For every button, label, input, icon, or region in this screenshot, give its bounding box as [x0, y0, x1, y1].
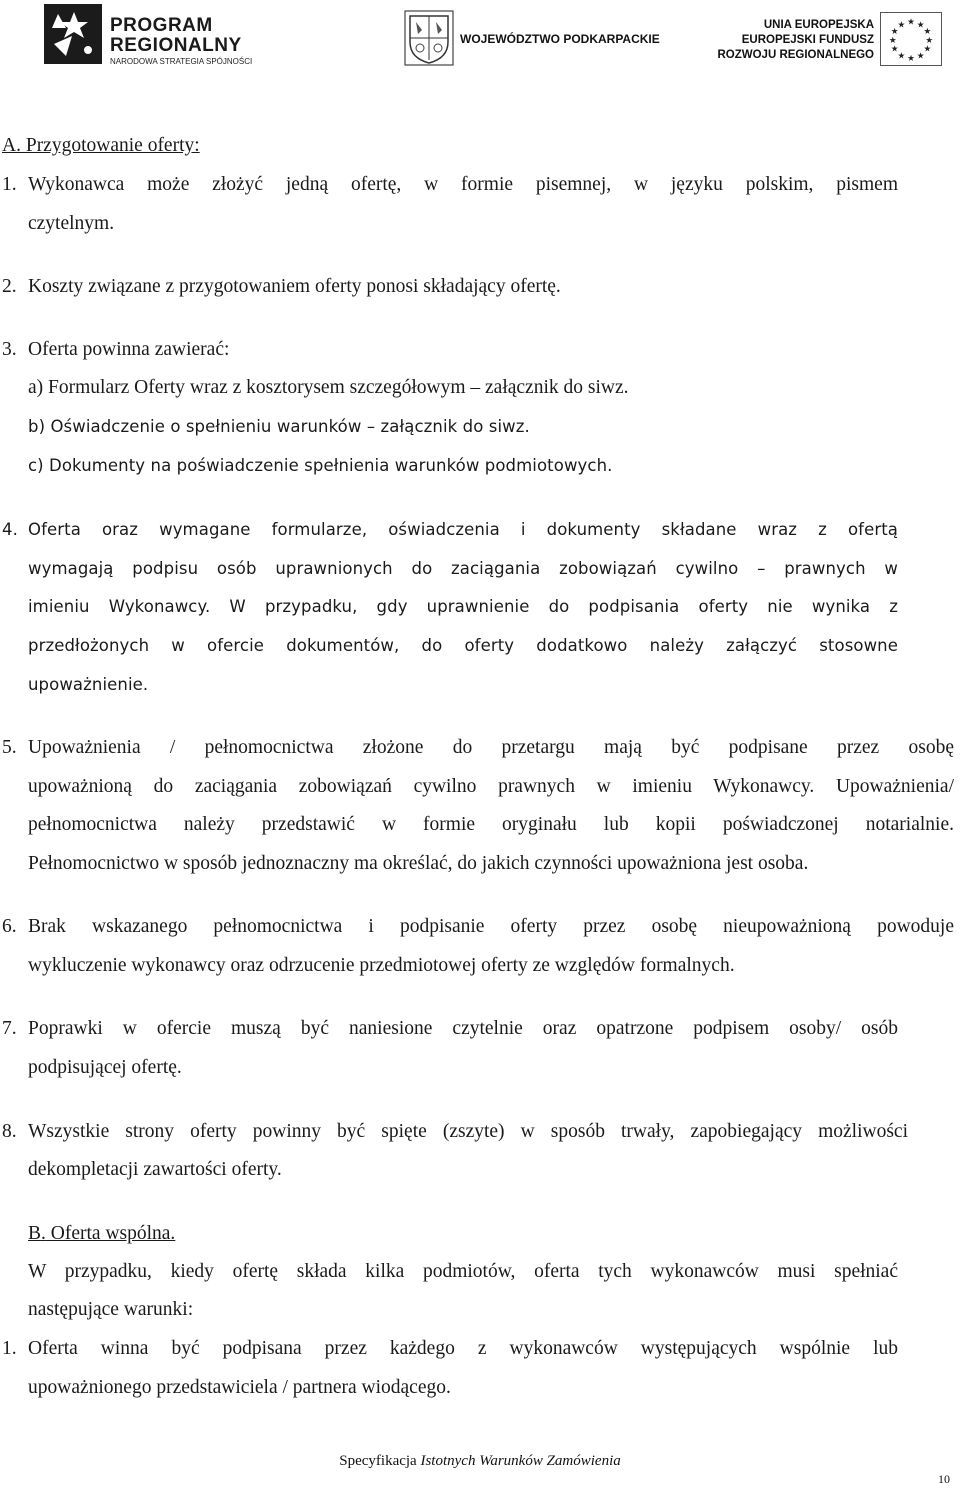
item-number-7: 7.	[2, 1018, 17, 1039]
region-name: WOJEWÓDZTWO PODKARPACKIE	[460, 32, 660, 46]
section-b-item-number-1: 1.	[2, 1338, 17, 1359]
item-5-line-4: Pełnomocnictwo w sposób jednoznaczny ma określać, do jakich czynności upoważniona jest osoba.	[28, 853, 809, 874]
program-tagline: NARODOWA STRATEGIA SPÓJNOŚCI	[110, 57, 253, 66]
item-number-4: 4.	[2, 520, 18, 539]
eu-line-1: UNIA EUROPEJSKA	[763, 19, 874, 31]
item-5-line-2: upoważnioną do zaciągania zobowiązań cywilno prawnych w imieniu Wykonawcy. Upoważnienia/	[28, 776, 954, 797]
section-b-title: Oferta wspólna.	[45, 1223, 176, 1244]
item-6-line-1: Brak wskazanego pełnomocnictwa i podpisanie oferty przez osobę nieupoważnioną powoduje	[28, 916, 954, 937]
item-1-line-1: Wykonawca może złożyć jedną ofertę, w formie pisemnej, w języku polskim, pismem	[28, 174, 898, 195]
item-7-line-2: podpisującej ofertę.	[28, 1057, 182, 1078]
svg-text:★: ★	[916, 51, 925, 62]
item-number-3: 3.	[2, 339, 17, 360]
item-number-8: 8.	[2, 1121, 17, 1142]
section-b-letter: B.	[28, 1223, 46, 1244]
item-2-line-1: Koszty związane z przygotowaniem oferty ponosi składający ofertę.	[28, 276, 561, 297]
section-a-heading	[2, 134, 872, 158]
svg-text:★: ★	[907, 54, 915, 65]
program-logo-mark-icon	[44, 4, 102, 64]
section-b-heading	[28, 1222, 898, 1246]
page-footer	[0, 1453, 960, 1470]
item-number-2: 2.	[2, 276, 17, 297]
item-6-line-2: wykluczenie wykonawcy oraz odrzucenie przedmiotowej oferty ze względów formalnych.	[28, 955, 735, 976]
item-4-line-5: upoważnienie.	[28, 675, 149, 694]
svg-text:★: ★	[897, 51, 906, 62]
item-number-1: 1.	[2, 174, 17, 195]
eu-flag-icon	[880, 12, 942, 66]
page-header	[0, 0, 960, 80]
program-name-line1: PROGRAM	[110, 15, 213, 36]
item-3-sub-c: c) Dokumenty na poświadczenie spełnienia warunków podmiotowych.	[28, 456, 613, 475]
item-8-line-2: dekompletacji zawartości oferty.	[28, 1159, 282, 1180]
svg-text:★: ★	[907, 17, 915, 28]
section-b-intro-line-1: W przypadku, kiedy ofertę składa kilka podmiotów, oferta tych wykonawców musi spełniać	[28, 1261, 898, 1282]
section-b-item-1-line-1: Oferta winna być podpisana przez każdego z wykonawców występujących wspólnie lub	[28, 1338, 898, 1359]
item-4-line-2: wymagają podpisu osób uprawnionych do zaciągania zobowiązań cywilno – prawnych w	[28, 559, 898, 578]
item-4-line-3: imieniu Wykonawcy. W przypadku, gdy uprawnienie do podpisania oferty nie wynika z	[28, 597, 898, 616]
eu-fund-label	[717, 18, 874, 63]
podkarpackie-crest-icon	[404, 10, 454, 66]
item-5-line-3: pełnomocnictwa należy przedstawić w formie oryginału lub kopii poświadczonej notarialnie.	[28, 814, 954, 835]
page-number: 10	[938, 1472, 950, 1486]
svg-text:★: ★	[897, 20, 906, 31]
item-4-line-4: przedłożonych w ofercie dokumentów, do oferty dodatkowo należy załączyć stosowne	[28, 636, 898, 655]
item-number-6: 6.	[2, 916, 17, 937]
section-a-letter: A.	[2, 135, 21, 156]
eu-line-3: ROZWOJU REGIONALNEGO	[717, 49, 874, 61]
item-1-line-2: czytelnym.	[28, 213, 115, 234]
svg-text:★: ★	[890, 27, 899, 38]
svg-text:★: ★	[890, 44, 899, 55]
footer-text-b: Istotnych Warunków Zamówienia	[420, 1453, 621, 1469]
svg-text:★: ★	[923, 27, 932, 38]
item-7-line-1: Poprawki w ofercie muszą być naniesione czytelnie oraz opatrzone podpisem osoby/ osób	[28, 1018, 898, 1039]
svg-text:★: ★	[923, 44, 932, 55]
section-b-item-1-line-2: upoważnionego przedstawiciela / partnera wiodącego.	[28, 1377, 451, 1398]
section-b-intro-line-2: następujące warunki:	[28, 1299, 194, 1320]
item-4-line-1: Oferta oraz wymagane formularze, oświadczenia i dokumenty składane wraz z ofertą	[28, 520, 898, 539]
program-name-line2: REGIONALNY	[110, 35, 242, 56]
svg-text:★: ★	[888, 35, 897, 46]
item-3-line-1: Oferta powinna zawierać:	[28, 339, 230, 360]
eu-line-2: EUROPEJSKI FUNDUSZ	[741, 34, 874, 46]
svg-text:★: ★	[916, 20, 925, 31]
item-5-line-1: Upoważnienia / pełnomocnictwa złożone do przetargu mają być podpisane przez osobę	[28, 737, 954, 758]
program-regionalny-logo	[44, 4, 284, 68]
footer-text-a: Specyfikacja	[339, 1453, 421, 1469]
svg-text:★: ★	[925, 35, 934, 46]
item-3-sub-b: b) Oświadczenie o spełnieniu warunków – załącznik do siwz.	[28, 417, 530, 436]
section-a-title: Przygotowanie oferty:	[20, 135, 200, 156]
item-8-line-1: Wszystkie strony oferty powinny być spięte (zszyte) w sposób trwały, zapobiegający możliwości	[28, 1121, 908, 1142]
item-3-sub-a: a) Formularz Oferty wraz z kosztorysem szczegółowym – załącznik do siwz.	[28, 377, 629, 398]
item-number-5: 5.	[2, 737, 17, 758]
